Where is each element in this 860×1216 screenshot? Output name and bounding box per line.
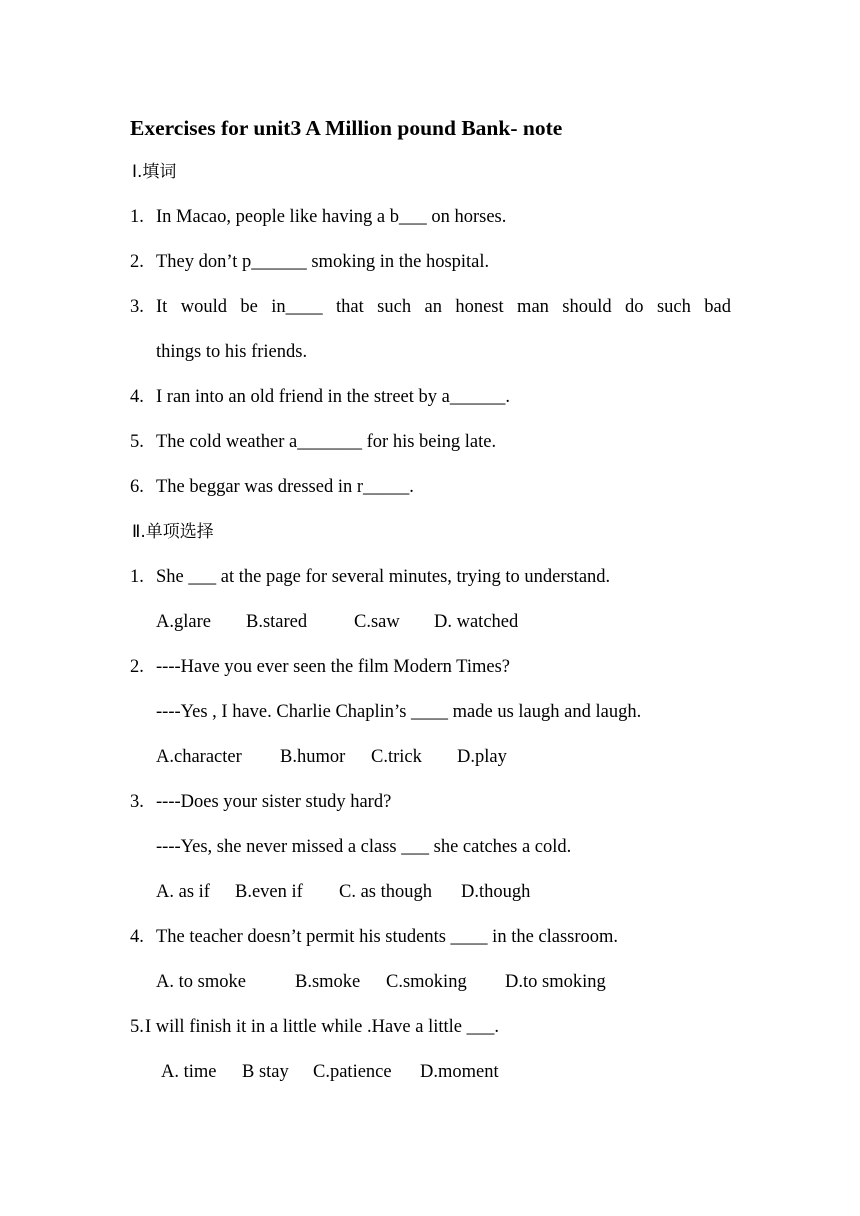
item-text: I ran into an old friend in the street by a______. — [156, 387, 510, 407]
option-a: A. as if — [156, 882, 210, 902]
question-text: The teacher doesn’t permit his students ____ in the classroom. — [156, 927, 619, 947]
item-number: 3. — [130, 297, 144, 317]
question-number: 2. — [130, 657, 144, 677]
item-number: 1. — [130, 207, 144, 227]
option-a: A.glare — [156, 612, 211, 632]
option-c: C.smoking — [386, 972, 467, 992]
question-text: ----Have you ever seen the film Modern Times? — [156, 657, 510, 677]
option-c: C. as though — [339, 882, 433, 902]
question-number: 3. — [130, 792, 144, 812]
option-b: B.stared — [246, 612, 308, 632]
item-number: 6. — [130, 477, 144, 497]
option-c: C.patience — [313, 1062, 392, 1082]
option-b: B.even if — [235, 882, 303, 902]
option-c: C.trick — [371, 747, 422, 767]
question-text: I will finish it in a little while .Have a little ___. — [145, 1017, 500, 1037]
option-c: C.saw — [354, 612, 400, 632]
option-d: D. watched — [434, 612, 519, 632]
option-a: A. time — [161, 1062, 217, 1082]
section-heading-multiple-choice: Ⅱ.单项选择 — [132, 522, 214, 542]
option-b: B.smoke — [295, 972, 361, 992]
item-text: things to his friends. — [156, 342, 308, 362]
item-text: In Macao, people like having a b___ on horses. — [156, 207, 507, 227]
option-a: A. to smoke — [156, 972, 246, 992]
item-text: They don’t p______ smoking in the hospital. — [156, 252, 490, 272]
option-d: D.moment — [420, 1062, 499, 1082]
option-d: D.to smoking — [505, 972, 606, 992]
item-number: 4. — [130, 387, 144, 407]
question-text: ----Yes , I have. Charlie Chaplin’s ____ made us laugh and laugh. — [156, 702, 642, 722]
item-number: 2. — [130, 252, 144, 272]
question-number: 5. — [130, 1017, 144, 1037]
question-number: 4. — [130, 927, 144, 947]
item-text: It would be in____ that such an honest man should do such bad — [156, 297, 731, 317]
section-heading-fill-words: Ⅰ.填词 — [132, 162, 177, 182]
question-text: She ___ at the page for several minutes, trying to understand. — [156, 567, 611, 587]
question-text: ----Yes, she never missed a class ___ she catches a cold. — [156, 837, 572, 857]
item-text: The cold weather a_______ for his being late. — [156, 432, 497, 452]
option-d: D.play — [457, 747, 507, 767]
option-b: B stay — [242, 1062, 289, 1082]
item-text: The beggar was dressed in r_____. — [156, 477, 414, 497]
item-number: 5. — [130, 432, 144, 452]
question-number: 1. — [130, 567, 144, 587]
page-title: Exercises for unit3 A Million pound Bank- note — [130, 116, 563, 140]
option-d: D.though — [461, 882, 531, 902]
option-b: B.humor — [280, 747, 346, 767]
option-a: A.character — [156, 747, 242, 767]
question-text: ----Does your sister study hard? — [156, 792, 392, 812]
